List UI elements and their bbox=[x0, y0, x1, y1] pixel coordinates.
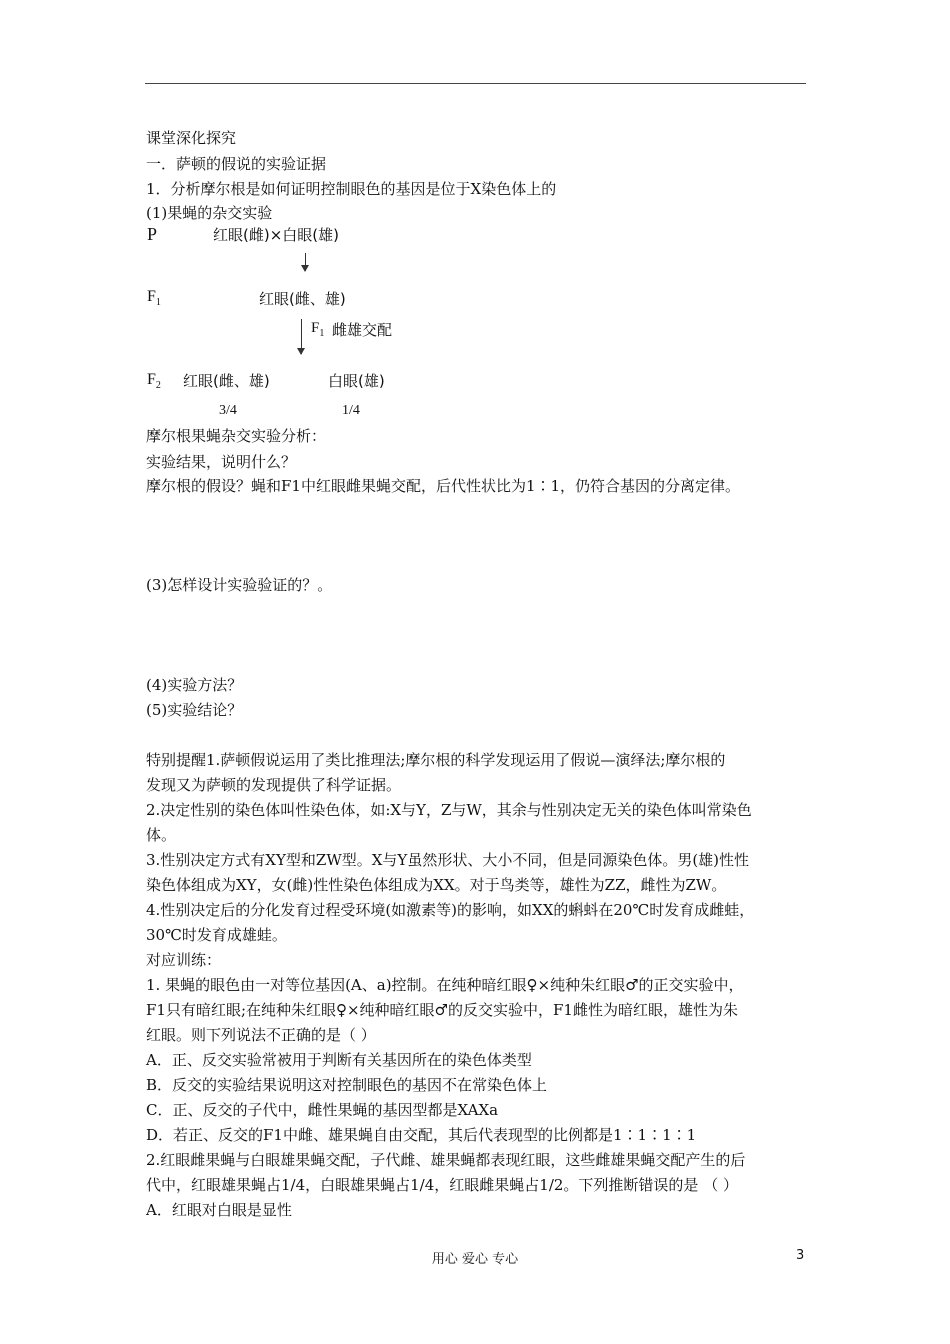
generation-p: P bbox=[147, 224, 158, 244]
f1-cross-gen: $F_1$ bbox=[311, 320, 325, 339]
page-footer: 用心 爱心 专心 bbox=[431, 1252, 519, 1267]
page-number: 3 bbox=[796, 1248, 805, 1263]
question-3: (3)怎样设计实验验证的？。 bbox=[146, 576, 333, 594]
question-5: (5)实验结论？ bbox=[146, 701, 243, 719]
heading: 课堂深化探究 bbox=[146, 129, 237, 147]
tip-line: 2.决定性别的染色体叫性染色体，如:X与Y，Z与W，其余与性别决定无关的染色体叫常染色 bbox=[146, 801, 752, 819]
exercise-2-line: 2.红眼雌果蝇与白眼雄果蝇交配，子代雌、雄果蝇都表现红眼，这些雌雄果蝇交配产生的后 bbox=[146, 1151, 746, 1169]
f1-text: 红眼(雌、雄) bbox=[259, 290, 346, 308]
f1-cross-text: 雌雄交配 bbox=[332, 321, 393, 339]
option-b: B．反交的实验结果说明这对控制眼色的基因不在常染色体上 bbox=[146, 1076, 548, 1094]
tip-line: 3.性别决定方式有XY型和ZW型。X与Y虽然形状、大小不同，但是同源染色体。男(雄)性性 bbox=[146, 851, 750, 869]
generation-f1: $F_1$ bbox=[147, 288, 161, 308]
tip-line: 体。 bbox=[146, 826, 177, 844]
question-1: 1．分析摩尔根是如何证明控制眼色的基因是位于X染色体上的 bbox=[146, 180, 557, 198]
down-arrow-icon bbox=[305, 253, 306, 271]
section-title: 一．萨顿的假说的实验证据 bbox=[146, 155, 327, 173]
generation-f2: $F_2$ bbox=[147, 371, 161, 391]
question-4: (4)实验方法？ bbox=[146, 676, 243, 694]
exercise-1-line: 1. 果蝇的眼色由一对等位基因(A、a)控制。在纯种暗红眼♀×纯种朱红眼♂的正交实验中， bbox=[146, 976, 744, 994]
hypothesis: 摩尔根的假设？蝇和F1中红眼雌果蝇交配，后代性状比为1∶1，仍符合基因的分离定律。 bbox=[146, 477, 741, 495]
exercise-1-line: F1只有暗红眼;在纯种朱红眼♀×纯种暗红眼♂的反交实验中，F1雌性为暗红眼，雄性为朱 bbox=[146, 1001, 738, 1019]
analysis-question: 实验结果，说明什么？ bbox=[146, 453, 297, 471]
p-cross-text: 红眼(雌)×白眼(雄) bbox=[213, 226, 339, 244]
option-d: D．若正、反交的F1中雌、雄果蝇自由交配，其后代表现型的比例都是1∶1∶1∶1 bbox=[146, 1126, 697, 1144]
option-c: C．正、反交的子代中，雌性果蝇的基因型都是XAXa bbox=[146, 1101, 499, 1119]
exercise-2-line: 代中，红眼雄果蝇占1/4，白眼雄果蝇占1/4，红眼雌果蝇占1/2。下列推断错误的是 （ ） bbox=[146, 1176, 738, 1194]
tip-line: 特别提醒1.萨顿假说运用了类比推理法;摩尔根的科学发现运用了假说—演绎法;摩尔根的 bbox=[146, 751, 726, 769]
f2-white-text: 白眼(雄) bbox=[328, 372, 385, 390]
tip-line: 30℃时发育成雄蛙。 bbox=[146, 926, 287, 944]
down-arrow-icon bbox=[301, 319, 302, 354]
analysis-title: 摩尔根果蝇杂交实验分析： bbox=[146, 427, 327, 445]
ratio-white: 1/4 bbox=[342, 403, 360, 418]
tip-line: 4.性别决定后的分化发育过程受环境(如激素等)的影响，如XX的蝌蚪在20℃时发育成雌蛙， bbox=[146, 901, 755, 919]
training-title: 对应训练： bbox=[146, 951, 222, 969]
question-1-sub-1: (1)果蝇的杂交实验 bbox=[146, 204, 273, 222]
option-a: A．正、反交实验常被用于判断有关基因所在的染色体类型 bbox=[146, 1051, 532, 1069]
tip-line: 染色体组成为XY，女(雌)性性染色体组成为XX。对于鸟类等，雄性为ZZ，雌性为ZW。 bbox=[146, 876, 727, 894]
option-a: A．红眼对白眼是显性 bbox=[146, 1201, 292, 1219]
exercise-1-line: 红眼。则下列说法不正确的是（ ） bbox=[146, 1026, 376, 1044]
tip-line: 发现又为萨顿的发现提供了科学证据。 bbox=[146, 776, 402, 794]
ratio-red: 3/4 bbox=[219, 403, 237, 418]
f2-red-text: 红眼(雌、雄) bbox=[183, 372, 270, 390]
header-rule bbox=[145, 83, 806, 84]
